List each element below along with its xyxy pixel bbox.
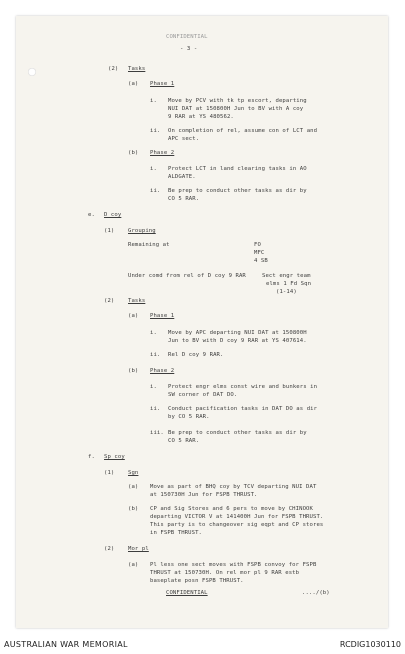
document-line: NUI DAT at 150800H Jun to BV with A coy bbox=[168, 106, 304, 112]
section-heading: Mor pl bbox=[128, 546, 149, 552]
document-line: (2) bbox=[104, 298, 115, 304]
document-line: Remaining at bbox=[128, 242, 170, 248]
document-line: Move by APC departing NUI DAT at 150800H bbox=[168, 330, 307, 336]
document-line: 9 RAR at YS 480562. bbox=[168, 114, 234, 120]
document-line: (a) bbox=[128, 81, 139, 87]
document-line: Be prep to conduct other tasks as dir by bbox=[168, 430, 307, 436]
section-heading: Phase 2 bbox=[150, 150, 175, 156]
document-line: by CO 5 RAR. bbox=[168, 414, 210, 420]
document-line: On completion of rel, assume con of LCT and bbox=[168, 128, 318, 134]
document-line: Jun to BV with D coy 9 RAR at YS 407614. bbox=[168, 338, 307, 344]
document-line: iii. bbox=[150, 430, 164, 436]
document-line: Pl less one sect moves with FSPB convoy for FSPB bbox=[150, 562, 317, 568]
document-line: Sect engr team bbox=[262, 273, 311, 279]
section-heading: Tasks bbox=[128, 298, 146, 304]
document-line: baseplate posn FSPB THRUST. bbox=[150, 578, 244, 584]
section-heading: D coy bbox=[104, 212, 122, 218]
document-line: Be prep to conduct other tasks as dir by bbox=[168, 188, 307, 194]
document-line: SW corner of DAT DO. bbox=[168, 392, 238, 398]
archive-reference: RCDIG1030110 bbox=[339, 640, 401, 649]
document-line: elms 1 Fd Sqn bbox=[266, 281, 312, 287]
document-line: in FSPB THRUST. bbox=[150, 530, 203, 536]
document-line: ii. bbox=[150, 352, 161, 358]
document-line: (b) bbox=[128, 368, 139, 374]
document-line: (2) bbox=[108, 66, 119, 72]
document-line: Move by PCV with tk tp escort, departing bbox=[168, 98, 307, 104]
header-classification: CONFIDENTIAL bbox=[166, 34, 208, 40]
document-line: e. bbox=[88, 212, 95, 218]
section-heading: Grouping bbox=[128, 228, 156, 234]
section-heading: Phase 1 bbox=[150, 81, 175, 87]
document-line: Protect engr elms const wire and bunkers in bbox=[168, 384, 318, 390]
document-line: CP and Sig Stores and 6 pers to move by CHINOOK bbox=[150, 506, 313, 512]
document-line: (a) bbox=[128, 313, 139, 319]
document-line: CO 5 RAR. bbox=[168, 438, 200, 444]
document-line: ii. bbox=[150, 188, 161, 194]
document-line: (b) bbox=[128, 506, 139, 512]
page-number: - 3 - bbox=[180, 46, 198, 52]
document-line: Conduct pacification tasks in DAT DO as dir bbox=[168, 406, 318, 412]
section-heading: Sp coy bbox=[104, 454, 125, 460]
document-line: ALDGATE. bbox=[168, 174, 196, 180]
punch-hole bbox=[28, 68, 36, 76]
document-line: Move as part of BHQ coy by TCV departing NUI DAT bbox=[150, 484, 317, 490]
document-line: departing VICTOR V at 141400H Jun for FSPB THRUST. bbox=[150, 514, 324, 520]
document-line: i. bbox=[150, 98, 157, 104]
document-line: (1) bbox=[104, 228, 115, 234]
document-line: Protect LCT in land clearing tasks in AO bbox=[168, 166, 307, 172]
document-line: Rel D coy 9 RAR. bbox=[168, 352, 224, 358]
document-line: FO bbox=[254, 242, 261, 248]
document-line: This party is to changeover sig eqpt and CP stores bbox=[150, 522, 324, 528]
document-line: (2) bbox=[104, 546, 115, 552]
document-line: (1-14) bbox=[276, 289, 297, 295]
document-line: APC sect. bbox=[168, 136, 200, 142]
section-heading: Sgn bbox=[128, 470, 139, 476]
document-line: (b) bbox=[128, 150, 139, 156]
document-line: (a) bbox=[128, 484, 139, 490]
document-line: at 150730H Jun for FSPB THRUST. bbox=[150, 492, 258, 498]
document-line: i. bbox=[150, 330, 157, 336]
document-line: MFC bbox=[254, 250, 265, 256]
document-line: ii. bbox=[150, 406, 161, 412]
document-line: 4 SB bbox=[254, 258, 268, 264]
document-line: f. bbox=[88, 454, 95, 460]
continuation-marker: ..../(b) bbox=[302, 590, 330, 596]
archive-name: AUSTRALIAN WAR MEMORIAL bbox=[4, 640, 128, 649]
document-line: i. bbox=[150, 384, 157, 390]
document-line: ii. bbox=[150, 128, 161, 134]
section-heading: Phase 1 bbox=[150, 313, 175, 319]
footer-classification: CONFIDENTIAL bbox=[166, 590, 208, 596]
document-line: Under comd from rel of D coy 9 RAR bbox=[128, 273, 246, 279]
document-line: THRUST at 150730H. On rel mor pl 9 RAR estb bbox=[150, 570, 300, 576]
archive-footer bbox=[0, 636, 405, 654]
document-line: i. bbox=[150, 166, 157, 172]
section-heading: Phase 2 bbox=[150, 368, 175, 374]
section-heading: Tasks bbox=[128, 66, 146, 72]
document-line: CO 5 RAR. bbox=[168, 196, 200, 202]
document-line: (1) bbox=[104, 470, 115, 476]
document-line: (a) bbox=[128, 562, 139, 568]
